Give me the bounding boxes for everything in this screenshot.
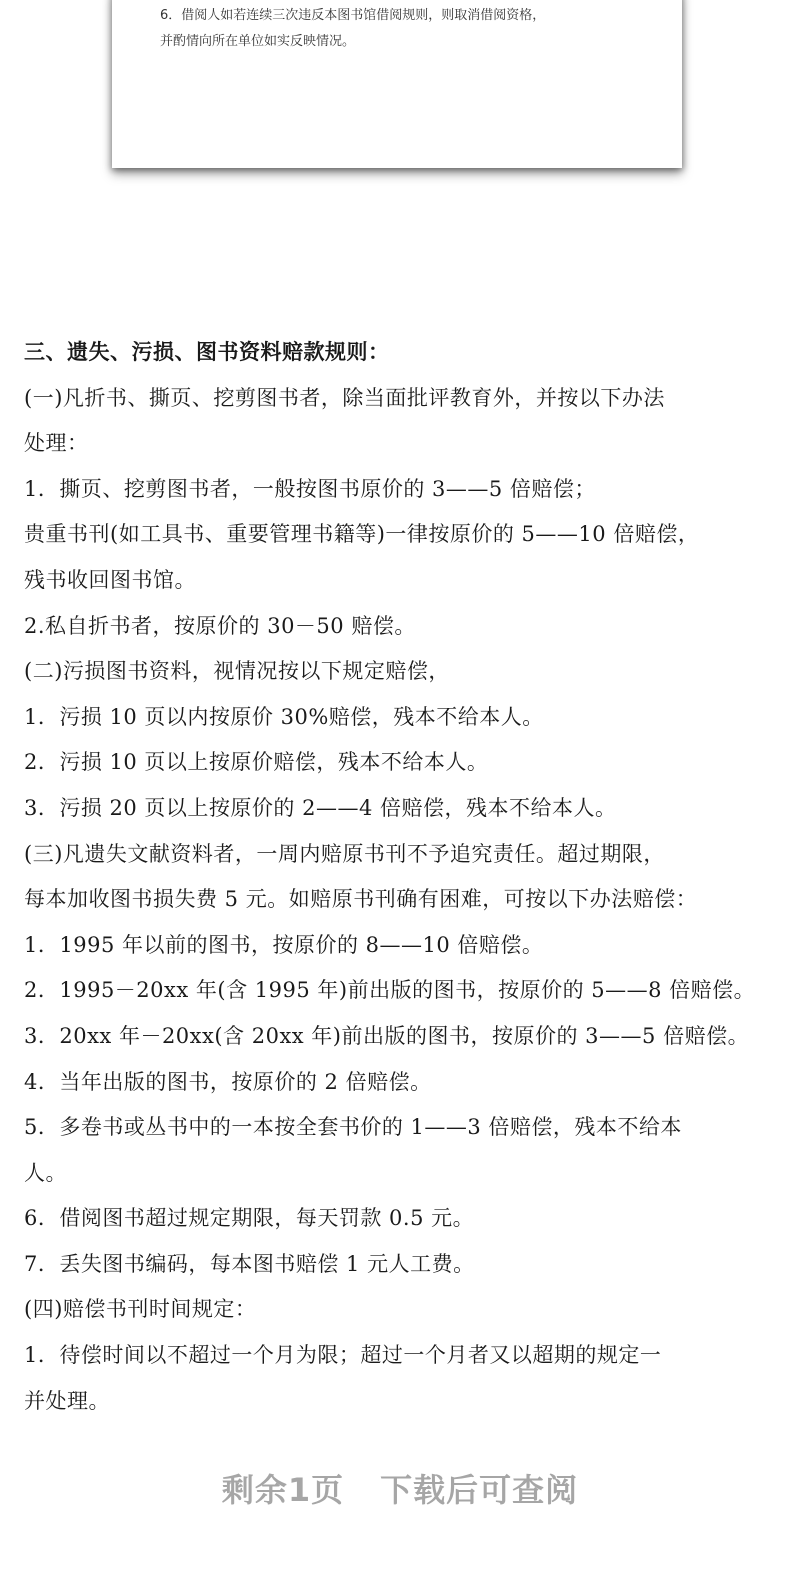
- text-line: 残书收回图书馆。: [24, 567, 196, 592]
- text-line: 3．污损 20 页以上按原价的 2——4 倍赔偿，残本不给本人。: [24, 795, 617, 820]
- text-line: (一)凡折书、撕页、挖剪图书者，除当面批评教育外，并按以下办法: [24, 385, 665, 410]
- text-line: 1．1995 年以前的图书，按原价的 8——10 倍赔偿。: [24, 932, 544, 957]
- text-line: 1．污损 10 页以内按原价 30%赔偿，残本不给本人。: [24, 704, 544, 729]
- text-line: 2．1995－20xx 年(含 1995 年)前出版的图书，按原价的 5——8 倍赔偿。: [24, 978, 756, 1003]
- text-line: 6．借阅图书超过规定期限，每天罚款 0.5 元。: [24, 1206, 475, 1231]
- text-line: 贵重书刊(如工具书、重要管理书籍等)一律按原价的 5——10 倍赔偿，: [24, 522, 700, 547]
- text-line: (三)凡遗失文献资料者，一周内赔原书刊不予追究责任。超过期限，: [24, 841, 665, 866]
- download-to-view-text: 下载后可查阅: [380, 1471, 579, 1509]
- card-text-line: 并酌情向所在单位如实反映情况。: [160, 34, 356, 49]
- text-line: 2．污损 10 页以上按原价赔偿，残本不给本人。: [24, 750, 489, 775]
- remaining-pages-text: 剩余1页: [221, 1471, 345, 1509]
- text-line: 7．丢失图书编码，每本图书赔偿 1 元人工费。: [24, 1251, 475, 1276]
- text-line: 人。: [24, 1160, 67, 1185]
- text-line: (四)赔偿书刊时间规定：: [24, 1297, 257, 1322]
- previous-page-card: [112, 0, 682, 168]
- rules-section: [24, 330, 794, 1424]
- section-heading: 三、遗失、污损、图书资料赔款规则：: [24, 340, 390, 364]
- text-line: 1．撕页、挖剪图书者，一般按图书原价的 3——5 倍赔偿；: [24, 476, 596, 501]
- text-line: (二)污损图书资料，视情况按以下规定赔偿，: [24, 659, 450, 684]
- text-line: 处理：: [24, 431, 89, 456]
- text-line: 1．待偿时间以不超过一个月为限；超过一个月者又以超期的规定一: [24, 1343, 662, 1368]
- text-line: 并处理。: [24, 1388, 110, 1413]
- card-text-line: 6．借阅人如若连续三次违反本图书馆借阅规则，则取消借阅资格，: [160, 8, 546, 23]
- text-line: 5．多卷书或丛书中的一本按全套书价的 1——3 倍赔偿，残本不给本: [24, 1115, 682, 1140]
- text-line: 4．当年出版的图书，按原价的 2 倍赔偿。: [24, 1069, 432, 1094]
- text-line: 2.私自折书者，按原价的 30－50 赔偿。: [24, 613, 416, 638]
- text-line: 每本加收图书损失费 5 元。如赔原书刊确有困难，可按以下办法赔偿：: [24, 887, 698, 912]
- download-prompt[interactable]: [0, 1465, 800, 1511]
- text-line: 3．20xx 年－20xx(含 20xx 年)前出版的图书，按原价的 3——5 倍赔偿。: [24, 1023, 750, 1048]
